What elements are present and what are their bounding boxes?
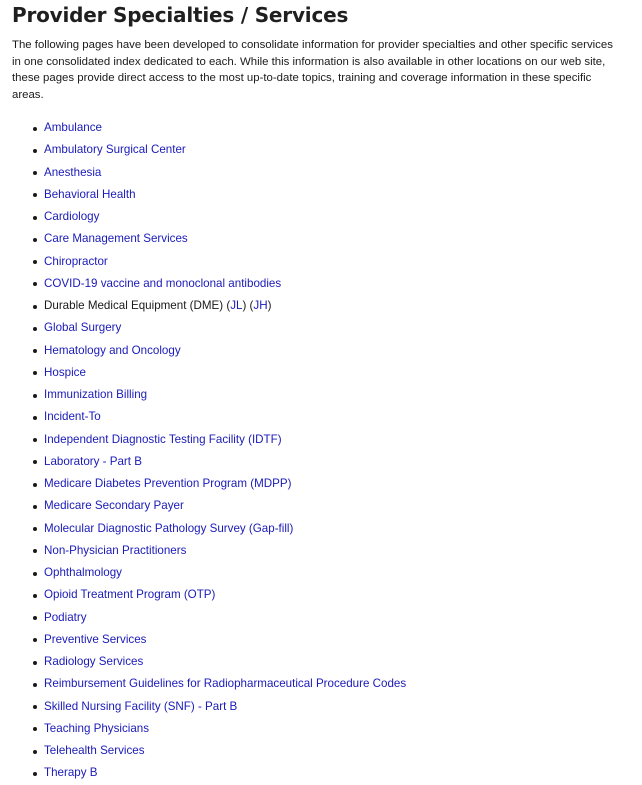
list-item: [32, 429, 630, 451]
link-laboratory-part-b[interactable]: Laboratory - Part B: [44, 454, 142, 468]
list-item: [32, 184, 630, 206]
link-telehealth-services[interactable]: Telehealth Services: [44, 744, 145, 757]
list-item: [32, 139, 630, 161]
link-therapy-b[interactable]: Therapy B: [44, 766, 98, 780]
link-covid19[interactable]: COVID-19 vaccine and monoclonal antibodies: [44, 276, 282, 290]
list-item: [32, 340, 630, 362]
list-item: [32, 540, 630, 562]
list-item: [32, 273, 630, 295]
link-ambulance[interactable]: Ambulance: [44, 121, 103, 134]
link-molecular-diagnostic[interactable]: Molecular Diagnostic Pathology Survey (Gap-fill): [44, 521, 294, 535]
list-item: [32, 696, 630, 718]
dme-close: ): [267, 299, 272, 312]
link-ambulatory-surgical-center[interactable]: Ambulatory Surgical Center: [44, 143, 186, 157]
link-hospice[interactable]: Hospice: [44, 365, 86, 379]
intro-paragraph: The following pages have been developed to consolidate information for provider specialties and other specific services in one consolidated index dedicated to each. While this information is also available in other locations on our web site, these pages provide direct access to the most up-to-date topics, training and coverage information in these specific areas.: [12, 39, 613, 101]
list-item: [32, 206, 630, 228]
list-item: [32, 317, 630, 339]
link-otp[interactable]: Opioid Treatment Program (OTP): [44, 588, 216, 602]
link-global-surgery[interactable]: Global Surgery: [44, 321, 122, 335]
link-chiropractor[interactable]: Chiropractor: [44, 254, 108, 268]
link-teaching-physicians[interactable]: Teaching Physicians: [44, 721, 150, 735]
list-item: [32, 362, 630, 384]
link-care-management-services[interactable]: Care Management Services: [44, 232, 188, 246]
link-podiatry[interactable]: Podiatry: [44, 610, 87, 624]
specialties-list: [12, 117, 630, 785]
link-non-physician-practitioners[interactable]: Non-Physician Practitioners: [44, 543, 187, 557]
link-mdpp[interactable]: Medicare Diabetes Prevention Program (MDPP): [44, 477, 292, 490]
link-dme-jl[interactable]: JL: [230, 299, 243, 312]
list-item: [32, 718, 630, 740]
list-item: [32, 629, 630, 651]
link-anesthesia[interactable]: Anesthesia: [44, 165, 102, 179]
list-item: [32, 518, 630, 540]
list-item: [32, 584, 630, 606]
list-item: [32, 251, 630, 273]
link-radiology-services[interactable]: Radiology Services: [44, 655, 144, 668]
link-dme-jh[interactable]: JH: [253, 299, 268, 312]
list-item: [32, 295, 630, 317]
page-title: Provider Specialties / Services: [12, 3, 349, 27]
link-incident-to[interactable]: Incident-To: [44, 410, 101, 424]
dme-label: Durable Medical Equipment (DME) (: [44, 299, 231, 312]
list-item: [32, 384, 630, 406]
link-behavioral-health[interactable]: Behavioral Health: [44, 187, 136, 201]
list-item: [32, 762, 630, 784]
link-medicare-secondary-payer[interactable]: Medicare Secondary Payer: [44, 499, 184, 513]
list-item: [32, 495, 630, 517]
list-item: [32, 740, 630, 762]
link-ophthalmology[interactable]: Ophthalmology: [44, 566, 122, 579]
link-snf-part-b[interactable]: Skilled Nursing Facility (SNF) - Part B: [44, 699, 238, 713]
list-item: [32, 406, 630, 428]
list-item: [32, 117, 630, 139]
list-item: [32, 451, 630, 473]
link-preventive-services[interactable]: Preventive Services: [44, 632, 147, 646]
list-item: [32, 651, 630, 673]
list-item: [32, 562, 630, 584]
list-item: [32, 607, 630, 629]
list-item: [32, 162, 630, 184]
link-cardiology[interactable]: Cardiology: [44, 210, 100, 223]
link-idtf[interactable]: Independent Diagnostic Testing Facility (IDTF): [44, 432, 282, 446]
list-item: [32, 673, 630, 695]
link-hematology-oncology[interactable]: Hematology and Oncology: [44, 343, 181, 357]
link-radiopharmaceutical[interactable]: Reimbursement Guidelines for Radiopharmaceutical Procedure Codes: [44, 677, 407, 691]
list-item: [32, 228, 630, 250]
link-immunization-billing[interactable]: Immunization Billing: [44, 388, 148, 401]
list-item: [32, 473, 630, 495]
dme-separator: ) (: [242, 299, 254, 312]
